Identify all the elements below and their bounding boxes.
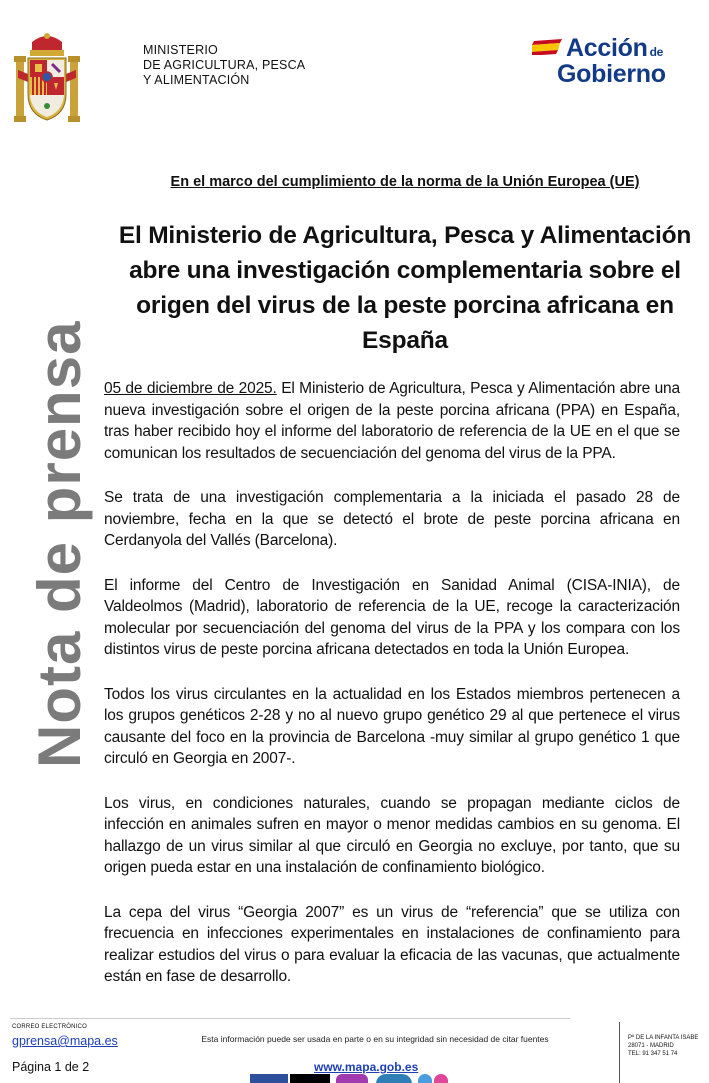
lead-paragraph (104, 378, 680, 464)
ministry-line: Y ALIMENTACIÓN (143, 73, 250, 87)
footer-disclaimer: Esta información puede ser usada en parte o en su integridad sin necesidad de citar fuentes (201, 1034, 549, 1044)
address-line: TEL: 91 347 51 74 (628, 1051, 678, 1057)
body-paragraph: Los virus, en condiciones naturales, cuando se propagan mediante ciclos de infección en animales sufren en mayor o menor medidas cambios en su genoma. El hallazgo de un virus similar al que circuló en Georgia no excluye, por tanto, que su origen pueda estar en una instalación de confinamiento biológico. (104, 794, 680, 876)
article-date: 05 de diciembre de 2025. (104, 380, 277, 397)
side-label-nota-de-prensa: Nota de prensa (26, 320, 93, 768)
footer-divider (10, 1018, 570, 1019)
facebook-icon[interactable] (250, 1074, 288, 1083)
social-icons-row (250, 1074, 480, 1083)
ministry-line: DE AGRICULTURA, PESCA (143, 58, 306, 72)
instagram-icon[interactable] (336, 1074, 368, 1083)
address-line: 28071 - MADRID (628, 1043, 674, 1049)
body-paragraph: El informe del Centro de Investigación en Sanidad Animal (CISA-INIA), de Valdeolmos (Madrid), laboratorio de referencia de la UE, recoge la caracterización molecular por secuenciación del genoma del virus de la PPA y los compara con los distintos virus de peste porcina africana detectados en toda la Unión Europea. (104, 576, 680, 658)
accion-de-gobierno-logo (532, 34, 692, 90)
brand-line-1: Acción de (566, 34, 663, 62)
spanish-flag-icon (532, 39, 564, 55)
linkedin-icon[interactable] (376, 1074, 412, 1083)
page-number: Página 1 de 2 (12, 1060, 90, 1074)
brand-de: de (649, 45, 663, 59)
coat-of-arms-logo (14, 30, 80, 128)
body-paragraph: Todos los virus circulantes en la actualidad en los Estados miembros pertenecen a los grupos genéticos 2-28 y no al nuevo grupo genético 29 al que pertenece el virus causante del foco en la provincia de Barcelona -muy similar al grupo genético 1 que circuló en Georgia en 2007-. (104, 685, 680, 767)
lead-text: El Ministerio de Agricultura, Pesca y Alimentación abre una nueva investigación sobre el origen de la peste porcina africana (PPA) en España, tras haber recibido hoy el informe del laboratorio de referencia de la UE en el que se comunican los resultados de secuenciación del genoma del virus de la PPA. (104, 380, 681, 462)
address-line: Pº DE LA INFANTA ISABE (628, 1035, 699, 1041)
website-link[interactable]: www.mapa.gob.es (314, 1060, 419, 1074)
brand-line-2: Gobierno (557, 60, 666, 88)
body-paragraph: La cepa del virus “Georgia 2007” es un virus de “referencia” que se utiliza con frecuencia en infecciones experimentales en instalaciones de confinamiento para realizar estudios del virus o para evaluar la eficacia de las vacunas, que actualmente están en fase de desarrollo. (104, 903, 680, 985)
contact-email-link[interactable]: gprensa@mapa.es (12, 1034, 118, 1048)
flickr-dot-icon[interactable] (434, 1074, 448, 1083)
article-title: El Ministerio de Agricultura, Pesca y Alimentación abre una investigación complementaria sobre el origen del virus de la peste porcina africana en España (118, 222, 692, 354)
flickr-icon[interactable] (418, 1074, 432, 1083)
ministry-line: MINISTERIO (143, 43, 218, 57)
body-paragraph: Se trata de una investigación complementaria a la iniciada el pasado 28 de noviembre, fecha en la que se detectó el brote de peste porcina africana en Cerdanyola del Vallés (Barcelona). (104, 489, 680, 549)
footer-vertical-divider (619, 1022, 620, 1083)
article-pretitle: En el marco del cumplimiento de la norma de la Unión Europea (UE) (170, 174, 640, 190)
ministry-name (143, 43, 305, 88)
article-body (104, 378, 680, 1011)
contact-label: CORREO ELECTRÓNICO (12, 1024, 87, 1030)
x-icon[interactable] (290, 1074, 330, 1083)
footer-address (628, 1034, 698, 1058)
